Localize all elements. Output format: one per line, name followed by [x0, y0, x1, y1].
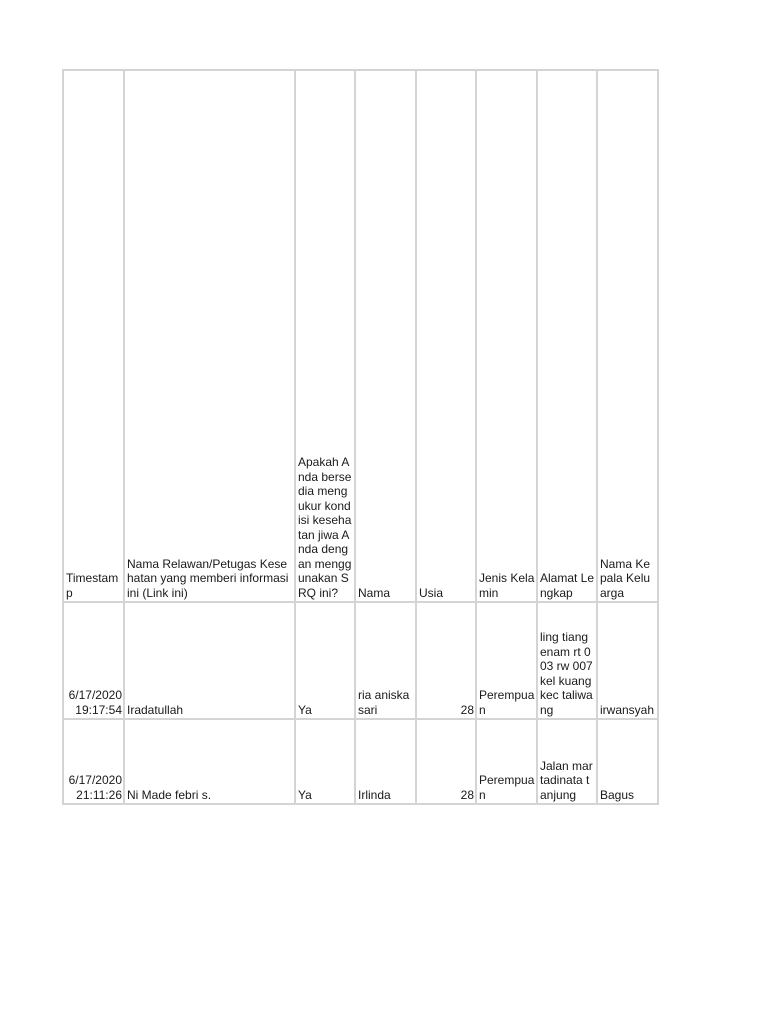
spreadsheet-table	[62, 69, 659, 805]
cell-timestamp: 6/17/2020 19:17:54	[63, 602, 124, 719]
cell-usia: 28	[416, 719, 476, 804]
cell-nama: Irlinda	[355, 719, 416, 804]
header-bersedia: Apakah Anda bersedia mengukur kondisi kesehatan jiwa Anda dengan menggunakan SRQ ini?	[295, 70, 355, 602]
cell-jenis-kelamin: Perempuan	[476, 602, 537, 719]
cell-relawan: Iradatullah	[124, 602, 295, 719]
cell-kepala-keluarga: irwansyah	[597, 602, 658, 719]
header-nama: Nama	[355, 70, 416, 602]
cell-jenis-kelamin: Perempuan	[476, 719, 537, 804]
cell-alamat: Jalan martadinata tanjung	[537, 719, 597, 804]
cell-kepala-keluarga: Bagus	[597, 719, 658, 804]
cell-relawan: Ni Made febri s.	[124, 719, 295, 804]
cell-usia: 28	[416, 602, 476, 719]
header-relawan: Nama Relawan/Petugas Kesehatan yang memberi informasi ini (Link ini)	[124, 70, 295, 602]
header-row	[63, 70, 658, 602]
header-kepala-keluarga: Nama Kepala Keluarga	[597, 70, 658, 602]
table-row	[63, 602, 658, 719]
cell-bersedia: Ya	[295, 719, 355, 804]
table-row	[63, 719, 658, 804]
cell-timestamp: 6/17/2020 21:11:26	[63, 719, 124, 804]
header-timestamp: Timestamp	[63, 70, 124, 602]
header-usia: Usia	[416, 70, 476, 602]
cell-nama: ria aniskasari	[355, 602, 416, 719]
header-alamat: Alamat Lengkap	[537, 70, 597, 602]
header-jenis-kelamin: Jenis Kelamin	[476, 70, 537, 602]
cell-alamat: ling tiang enam rt 003 rw 007 kel kuang kec taliwang	[537, 602, 597, 719]
cell-bersedia: Ya	[295, 602, 355, 719]
